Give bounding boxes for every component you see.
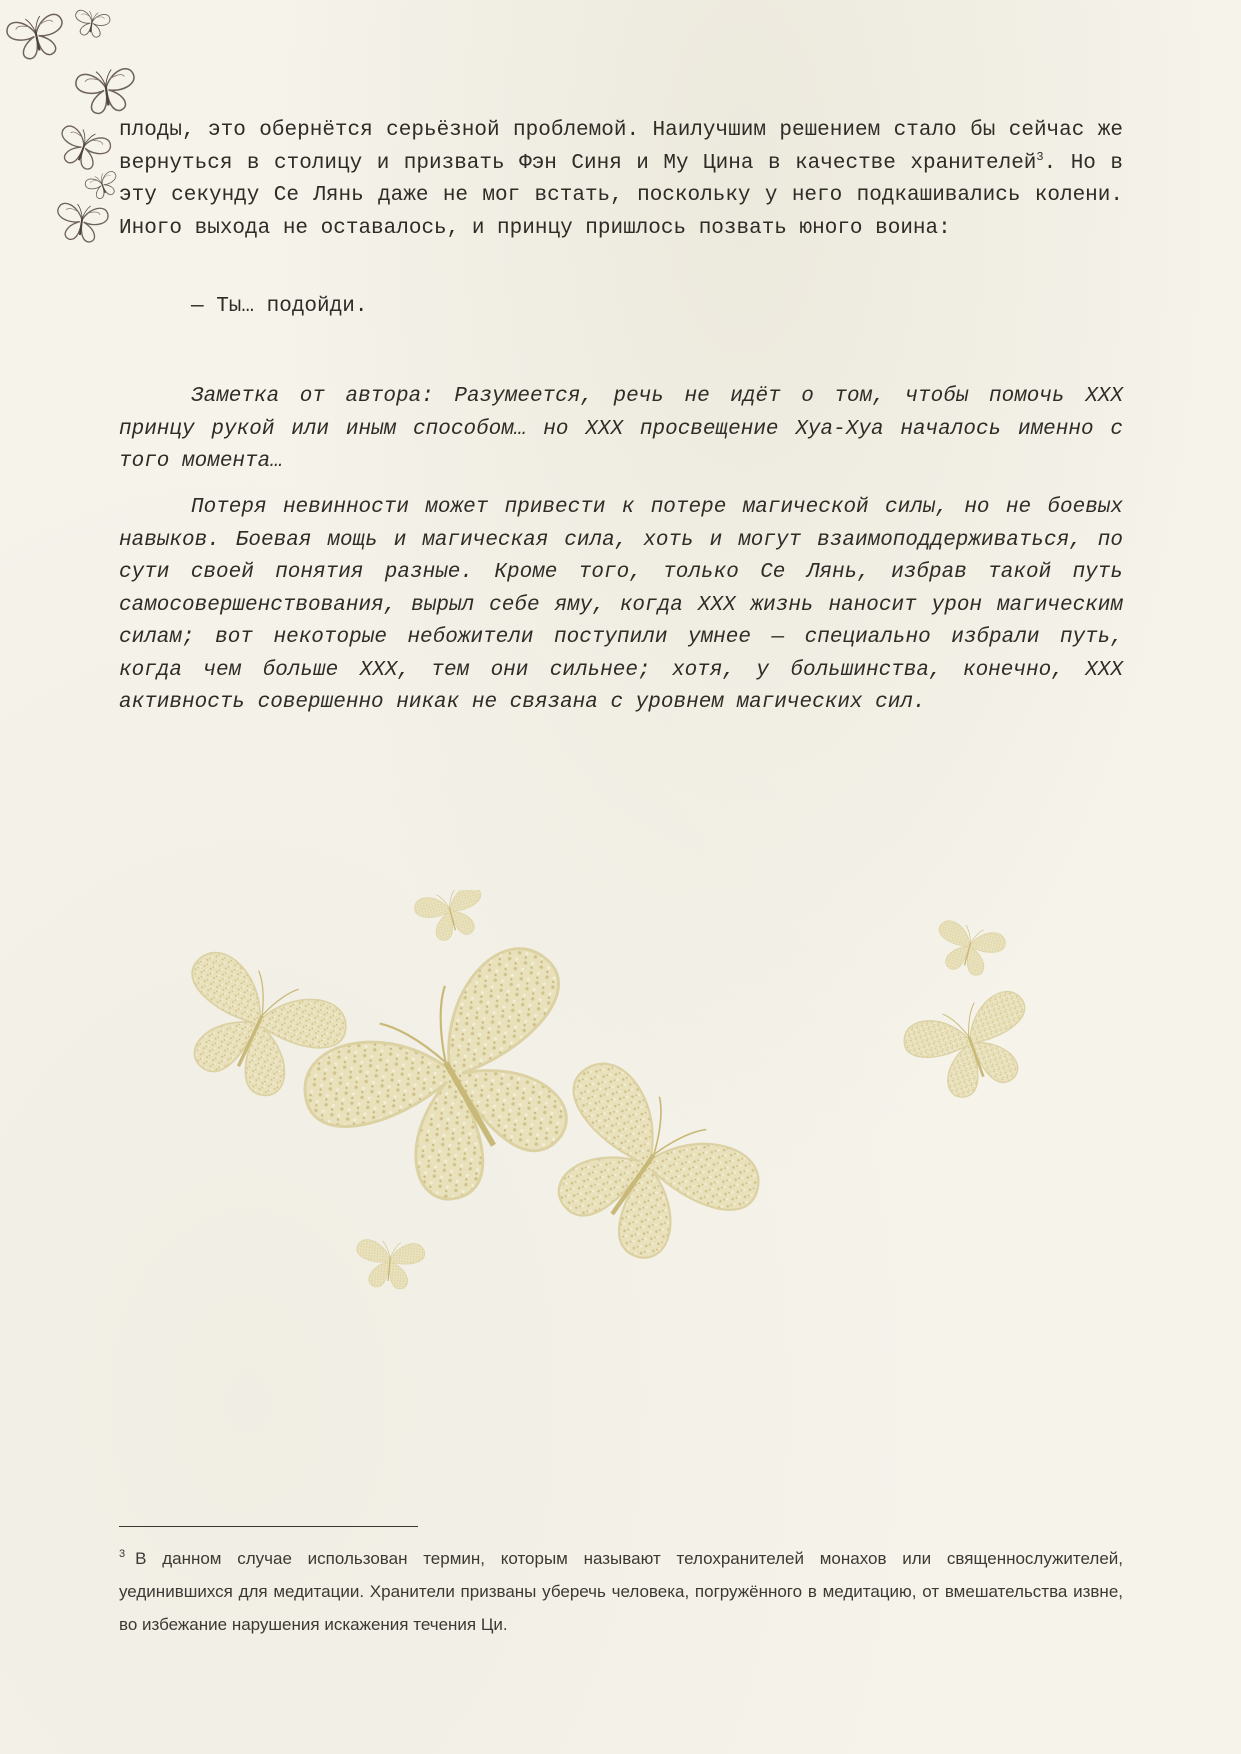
author-note-paragraph-2: Потеря невинности может привести к потере магической силы, но не боевых навыков. Боевая мощь и магическая сила, хоть и могут взаимоподдерживаться, по сути своей понятия разные. Кроме того, только Се Лянь, избрав такой путь самосовершенствования, вырыл себе яму, когда XXX жизнь наносит урон магическим силам; вот некоторые небожители поступили умнее — специально избрали путь, когда чем больше XXX, тем они сильнее; хотя, у большинства, конечно, XXX активность совершенно никак не связана с уровнем магических сил.	[119, 496, 1123, 714]
gold-butterfly-icon	[512, 1051, 771, 1293]
story-text-part2: . Но в эту секунду Се Лянь даже не мог встать, поскольку у него подкашивались колени. Иного выхода не оставалось, и принцу пришлось позвать юного воина:	[119, 151, 1123, 240]
butterfly-icon	[54, 201, 109, 244]
butterfly-icon	[84, 170, 122, 202]
footnote-separator	[119, 1526, 418, 1527]
butterfly-icon	[53, 123, 113, 174]
story-text-part1: плоды, это обернётся серьёзной проблемой. Наилучшим решением стало бы сейчас же вернуться в столицу и призвать Фэн Синя и Му Цина в качестве хранителей	[119, 119, 1123, 175]
author-note-paragraph-1: Заметка от автора: Разумеется, речь не идёт о том, чтобы помочь XXX принцу рукой или иным способом… но XXX просвещение Хуа-Хуа началось именно с того момента…	[119, 385, 1123, 473]
gold-butterfly-icon	[930, 918, 1008, 980]
story-paragraph	[119, 115, 1123, 245]
gold-butterfly-icon	[412, 890, 490, 946]
footnote-ref[interactable]: 3	[1036, 149, 1044, 164]
footnote-number: 3	[119, 1548, 126, 1561]
gold-butterflies-icon	[150, 890, 1100, 1350]
butterfly-icon	[75, 66, 139, 116]
gold-butterfly-icon	[354, 1239, 426, 1291]
dialog-line: — Ты… подойди.	[191, 295, 368, 318]
footnote-text: В данном случае использован термин, которым называют телохранителей монахов или священнослужителей, уединившихся для медитации. Хранители призваны уберечь человека, погружённого в медитацию, от вмешательства извне, во избежание нарушения искажения течения Ци.	[119, 1549, 1123, 1634]
butterfly-icon	[5, 12, 68, 63]
gold-butterfly-icon	[899, 986, 1047, 1110]
footnote	[119, 1542, 1123, 1641]
butterfly-icon	[72, 9, 110, 39]
